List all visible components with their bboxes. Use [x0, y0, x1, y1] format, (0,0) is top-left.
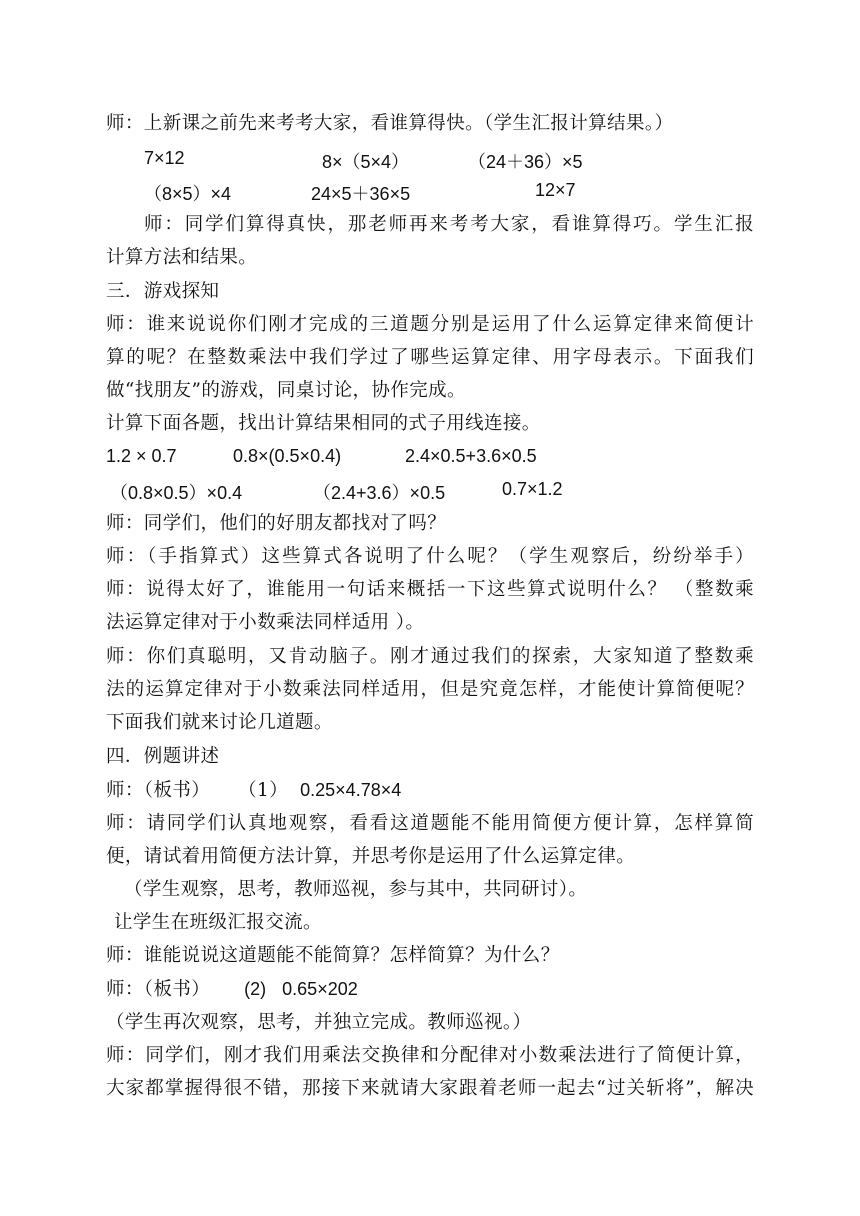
match-expr: （0.8×0.5）×0.4 — [110, 483, 243, 503]
paragraph-line: 算的呢？在整数乘法中我们学过了哪些运算定律、用字母表示。下面我们 — [106, 347, 754, 368]
activity-note: 让学生在班级汇报交流。 — [114, 912, 322, 933]
match-expr: 2.4×0.5+3.6×0.5 — [405, 446, 537, 466]
board-line — [106, 778, 401, 803]
paragraph-line: 法的运算定律对于小数乘法同样适用，但是究竟怎样，才能使计算简便呢？ — [106, 679, 754, 700]
example-number: (2) — [244, 979, 267, 999]
task-instruction: 计算下面各题，找出计算结果相同的式子用线连接。 — [106, 413, 541, 434]
activity-note: （学生再次观察，思考，并独立完成。教师巡视。） — [106, 1012, 532, 1033]
intro-line: 师：上新课之前先来考考大家，看谁算得快。（学生汇报计算结果。） — [106, 113, 674, 134]
match-expr: 0.7×1.2 — [502, 479, 563, 499]
board-line — [106, 977, 358, 1002]
activity-note: （学生观察，思考，教师巡视，参与其中，共同研讨）。 — [124, 879, 588, 900]
paragraph-line: 师：请同学们认真地观察，看看这道题能不能用简便方便计算，怎样算简 — [106, 813, 754, 834]
paragraph-line: 做“找朋友”的游戏，同桌讨论，协作完成。 — [106, 380, 466, 401]
board-prefix: 师：（板书） — [106, 780, 211, 801]
section-heading: 四．例题讲述 — [106, 746, 220, 767]
warmup-expr: 8×（5×4） — [322, 152, 410, 172]
paragraph-line: 师：同学们，他们的好朋友都找对了吗？ — [106, 513, 447, 534]
example-number: （1） — [238, 780, 289, 801]
warmup-expr: 24×5＋36×5 — [311, 184, 411, 204]
warmup-expr: （24＋36）×5 — [468, 152, 583, 172]
paragraph-line: 便，请试着用简便方法计算，并思考你是运用了什么运算定律。 — [106, 846, 636, 867]
board-prefix: 师：（板书） — [106, 979, 211, 1000]
paragraph-line: 师：谁来说说你们刚才完成的三道题分别是运用了什么运算定律来简便计 — [106, 314, 754, 335]
match-expr: （2.4+3.6）×0.5 — [313, 483, 446, 503]
paragraph-line: 师：谁能说说这道题能不能简算？怎样简算？为什么？ — [106, 945, 560, 966]
teacher-prompt: 师：同学们算得真快，那老师再来考考大家，看谁算得巧。学生汇报 — [144, 214, 754, 235]
match-expr: 1.2 × 0.7 — [106, 446, 177, 466]
paragraph-line: 师：（手指算式）这些算式各说明了什么呢？（学生观察后，纷纷举手） — [106, 546, 754, 567]
paragraph-line: 下面我们就来讨论几道题。 — [106, 712, 333, 733]
teacher-prompt-cont: 计算方法和结果。 — [106, 247, 258, 268]
match-expr: 0.8×(0.5×0.4) — [233, 446, 342, 466]
example-expr: 0.25×4.78×4 — [300, 780, 402, 800]
paragraph-line: 大家都掌握得很不错，那接下来就请大家跟着老师一起去“过关斩将”，解决 — [106, 1078, 754, 1099]
section-heading: 三．游戏探知 — [106, 281, 220, 302]
warmup-expr: 7×12 — [144, 148, 185, 168]
paragraph-line: 师：你们真聪明，又肯动脑子。刚才通过我们的探索，大家知道了整数乘 — [106, 646, 754, 667]
warmup-expr: （8×5）×4 — [144, 184, 232, 204]
paragraph-line: 师：同学们，刚才我们用乘法交换律和分配律对小数乘法进行了简便计算， — [106, 1045, 754, 1066]
warmup-expr: 12×7 — [535, 180, 576, 200]
example-expr: 0.65×202 — [282, 979, 358, 999]
paragraph-line: 师：说得太好了，谁能用一句话来概括一下这些算式说明什么？ （整数乘 — [106, 579, 754, 600]
paragraph-line: 法运算定律对于小数乘法同样适用 ）。 — [106, 612, 425, 633]
